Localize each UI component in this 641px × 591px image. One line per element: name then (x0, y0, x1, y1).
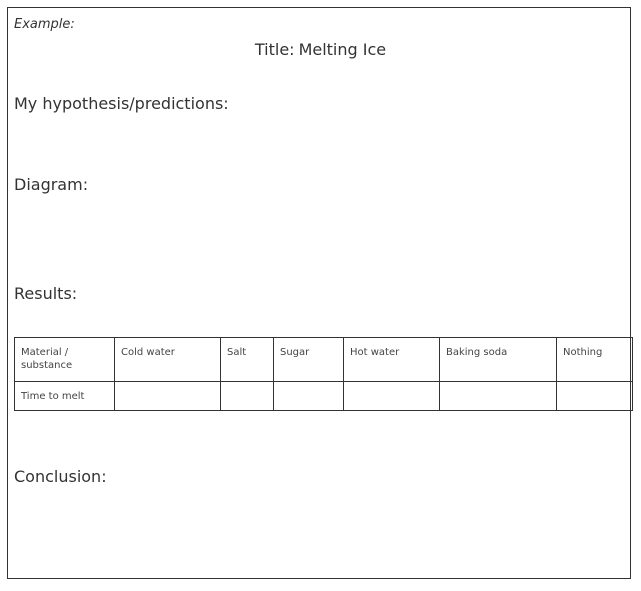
table-header-cold-water: Cold water (115, 338, 221, 382)
title-text: Melting Ice (298, 40, 387, 59)
table-header-salt: Salt (221, 338, 274, 382)
table-header-baking-soda: Baking soda (440, 338, 557, 382)
table-cell-hot-water[interactable] (344, 382, 440, 411)
diagram-heading: Diagram: (14, 175, 89, 194)
table-cell-baking-soda[interactable] (440, 382, 557, 411)
table-row (15, 382, 633, 411)
table-header-hot-water: Hot water (344, 338, 440, 382)
table-header-nothing: Nothing (557, 338, 633, 382)
table-cell-sugar[interactable] (274, 382, 344, 411)
table-cell-salt[interactable] (221, 382, 274, 411)
table-header-material: Material / substance (15, 338, 115, 382)
worksheet-frame (7, 7, 631, 579)
hypothesis-heading: My hypothesis/predictions: (14, 94, 229, 113)
table-header-row (15, 338, 633, 382)
title-prefix: Title: (254, 40, 295, 59)
example-label: Example: (14, 17, 75, 32)
table-cell-cold-water[interactable] (115, 382, 221, 411)
conclusion-heading: Conclusion: (14, 467, 107, 486)
page-title (0, 40, 641, 59)
table-cell-nothing[interactable] (557, 382, 633, 411)
results-table (14, 337, 633, 411)
table-header-sugar: Sugar (274, 338, 344, 382)
row-label-time-to-melt: Time to melt (15, 382, 115, 411)
results-heading: Results: (14, 284, 78, 303)
